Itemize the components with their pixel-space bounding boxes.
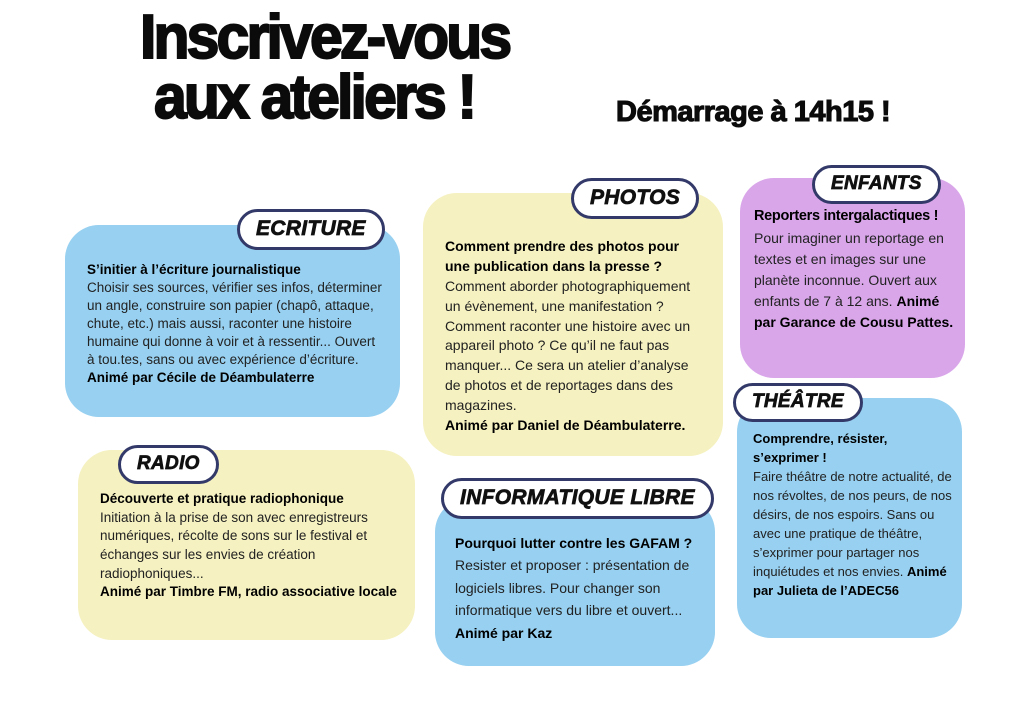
start-time-subtitle: Démarrage à 14h15 !	[616, 96, 891, 128]
card-informatique-libre-body: Resister et proposer : présentation de logiciels libres. Pour changer son informatique vers du libre et ouvert...	[455, 557, 690, 619]
card-ecriture-heading: S’initier à l’écriture journalistique	[87, 262, 301, 277]
card-radio-body: Initiation à la prise de son avec enregistreurs numériques, récolte de sons sur le festival et échanges sur les envies de création radiophoniques...	[100, 509, 368, 581]
card-enfants	[740, 173, 965, 378]
card-radio-heading: Découverte et pratique radiophonique	[100, 491, 344, 506]
card-theatre	[737, 391, 962, 638]
card-radio	[78, 450, 415, 640]
card-photos-host: Animé par Daniel de Déambulaterre.	[445, 416, 686, 433]
poster-title	[140, 3, 529, 132]
card-enfants-host: Animé par Garance de Cousu Pattes.	[754, 292, 954, 330]
card-enfants-body	[754, 228, 957, 333]
card-theatre-host: Animé par Julieta de l’ADEC56	[753, 563, 947, 598]
card-theatre-body-text: Faire théâtre de notre actualité, de nos révoltes, de nos peurs, de nos désirs, de nos espoirs. Sans ou avec une pratique de théâtre, s’exprimer pour partager nos inquiétudes et nos envies.	[753, 468, 952, 579]
badge-enfants: ENFANTS	[812, 165, 941, 204]
card-photos-body: Comment aborder photographiquement un évènement, une manifestation ? Comment raconter une histoire avec un appareil photo ? Ce qu’il ne faut pas manquer... Ce sera un atelier d’analyse de photos et de reportages dans des magazines.	[445, 277, 691, 413]
card-ecriture	[65, 217, 400, 417]
card-radio-host: Animé par Timbre FM, radio associative locale	[100, 584, 397, 600]
card-informatique-libre-heading: Pourquoi lutter contre les GAFAM ?	[455, 535, 693, 551]
card-informatique-libre	[435, 486, 715, 666]
card-informatique-libre-content	[435, 498, 715, 644]
badge-theatre: THÉÂTRE	[733, 383, 863, 422]
badge-radio: RADIO	[118, 445, 219, 484]
card-informatique-libre-host: Animé par Kaz	[455, 624, 553, 641]
poster-title-line1: Inscrivez-vous	[140, 3, 510, 72]
badge-informatique-libre: INFORMATIQUE LIBRE	[441, 478, 714, 519]
card-theatre-body	[753, 468, 952, 601]
card-ecriture-host: Animé par Cécile de Déambulaterre	[87, 369, 315, 385]
poster-title-line2: aux ateliers !	[154, 63, 475, 132]
card-photos	[423, 186, 723, 456]
card-ecriture-body: Choisir ses sources, vérifier ses infos, déterminer un angle, construire son papier (chapô, attaque, chute, etc.) mais aussi, raconter une histoire humaine qui donne à voir et à ressentir... Ouvert à tou.tes, sans ou avec expérience d’écriture.	[87, 279, 382, 367]
card-enfants-heading: Reporters intergalactiques !	[754, 208, 939, 224]
badge-ecriture: ECRITURE	[237, 209, 385, 250]
card-enfants-body-text: Pour imaginer un reportage en textes et en images sur une planète inconnue. Ouvert aux enfants de 7 à 12 ans.	[754, 229, 944, 309]
card-theatre-content	[737, 398, 962, 601]
card-photos-content	[423, 193, 723, 436]
badge-photos: PHOTOS	[571, 178, 699, 219]
card-theatre-heading: Comprendre, résister, s’exprimer !	[753, 431, 888, 465]
card-photos-heading: Comment prendre des photos pour une publication dans la presse ?	[445, 238, 680, 274]
